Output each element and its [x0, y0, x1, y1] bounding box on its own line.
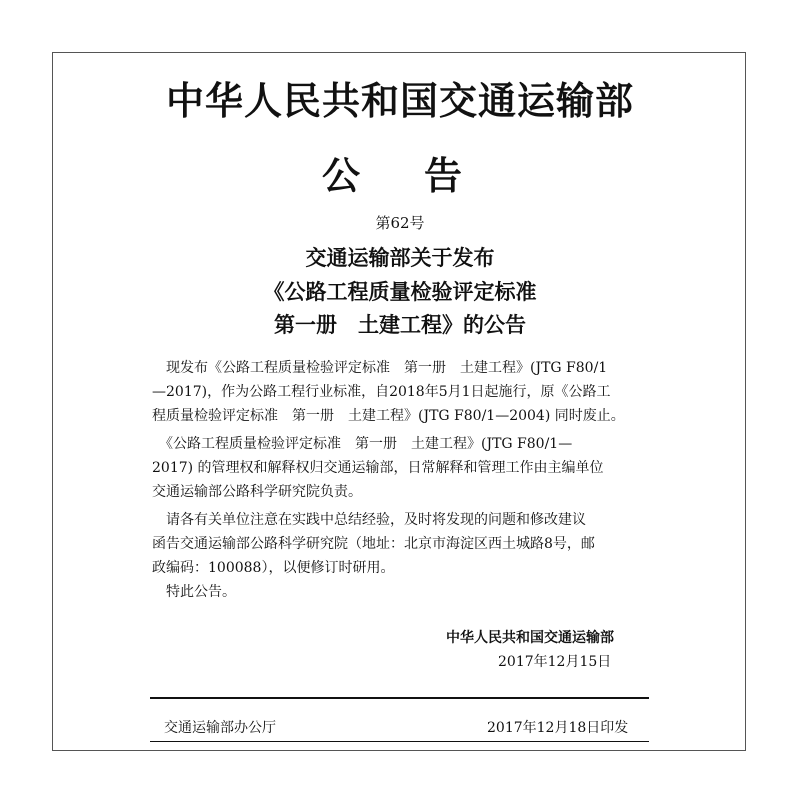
footer-bottom-rule [150, 741, 649, 742]
body-line: 2017) 的管理权和解释权归交通运输部，日常解释和管理工作由主编单位 [152, 460, 604, 476]
document-frame [52, 52, 746, 751]
body-line: 函告交通运输部公路科学研究院（地址：北京市海淀区西土城路8号，邮 [152, 536, 595, 552]
body-line: 请各有关单位注意在实践中总结经验，及时将发现的问题和修改建议 [152, 512, 586, 528]
document-number: 第62号 [375, 214, 425, 232]
title-line-3: 第一册 土建工程》的公告 [274, 312, 526, 337]
signature-issuer: 中华人民共和国交通运输部 [446, 630, 614, 646]
announcement-heading-second-char: 告 [424, 153, 463, 198]
title-line-2: 《公路工程质量检验评定标准 [263, 279, 537, 304]
footer-top-rule [150, 697, 649, 699]
body-line: 程质量检验评定标准 第一册 土建工程》(JTG F80/1—2004) 同时废止。 [152, 408, 625, 424]
body-line: 政编码：100088），以便修订时研用。 [152, 560, 395, 576]
signature-date: 2017年12月15日 [498, 654, 612, 670]
body-line: 《公路工程质量检验评定标准 第一册 土建工程》(JTG F80/1— [152, 436, 573, 452]
issuing-organization: 中华人民共和国交通运输部 [165, 78, 634, 123]
body-line: —2017)，作为公路工程行业标准，自2018年5月1日起施行，原《公路工 [152, 384, 611, 400]
title-line-1: 交通运输部关于发布 [305, 245, 495, 270]
footer-office: 交通运输部办公厅 [164, 720, 276, 736]
body-line: 现发布《公路工程质量检验评定标准 第一册 土建工程》(JTG F80/1 [152, 360, 608, 376]
footer-print-date: 2017年12月18日印发 [487, 720, 629, 736]
body-line: 特此公告。 [152, 584, 236, 600]
announcement-heading-first-char: 公 [322, 153, 361, 198]
body-line: 交通运输部公路科学研究院负责。 [152, 484, 362, 500]
